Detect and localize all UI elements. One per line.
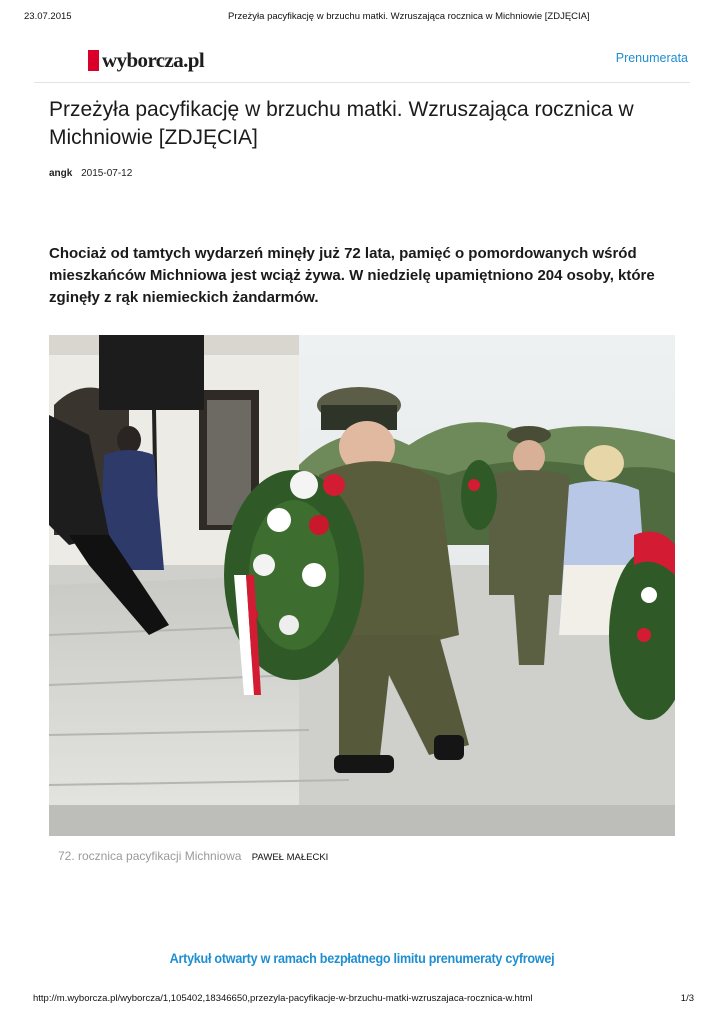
- article-meta: [49, 168, 132, 179]
- print-footer: [33, 993, 694, 1007]
- print-page-number: 1/3: [680, 993, 694, 1004]
- print-header: [24, 11, 694, 25]
- article-title: Przeżyła pacyfikację w brzuchu matki. Wzruszająca rocznica w Michniowie [ZDJĘCIA]: [49, 98, 634, 149]
- photo-credit: PAWEŁ MAŁECKI: [251, 852, 329, 863]
- article-photo[interactable]: [49, 335, 675, 836]
- logo-red-block-icon: [88, 50, 99, 71]
- print-url: http://m.wyborcza.pl/wyborcza/1,105402,18346650,przezyla-pacyfikacje-w-brzuchu-matki-wzruszajaca-rocznica-w.html: [33, 993, 533, 1004]
- photo-caption: [58, 849, 328, 863]
- article-author[interactable]: angk: [49, 168, 73, 179]
- print-date: 23.07.2015: [24, 11, 72, 22]
- paywall-note[interactable]: Artykuł otwarty w ramach bezpłatnego limitu prenumeraty cyfrowej: [169, 950, 555, 966]
- photo-caption-text: 72. rocznica pacyfikacji Michniowa: [58, 849, 242, 863]
- article-date: 2015-07-12: [81, 168, 133, 179]
- logo-text: wyborcza.pl: [102, 48, 205, 72]
- photo-illustration: [49, 335, 675, 836]
- article-lead: Chociaż od tamtych wydarzeń minęły już 72 lata, pamięć o pomordowanych wśród mieszkańców Michniowa jest wciąż żywa. W niedzielę upamiętniono 204 osoby, które zginęły z rąk niemieckich żandarmów.: [49, 245, 655, 306]
- site-header: [34, 40, 690, 83]
- print-document-title: Przeżyła pacyfikację w brzuchu matki. Wzruszająca rocznica w Michniowie [ZDJĘCIA]: [228, 11, 590, 22]
- subscribe-link[interactable]: Prenumerata: [615, 51, 688, 65]
- site-logo[interactable]: [88, 49, 204, 71]
